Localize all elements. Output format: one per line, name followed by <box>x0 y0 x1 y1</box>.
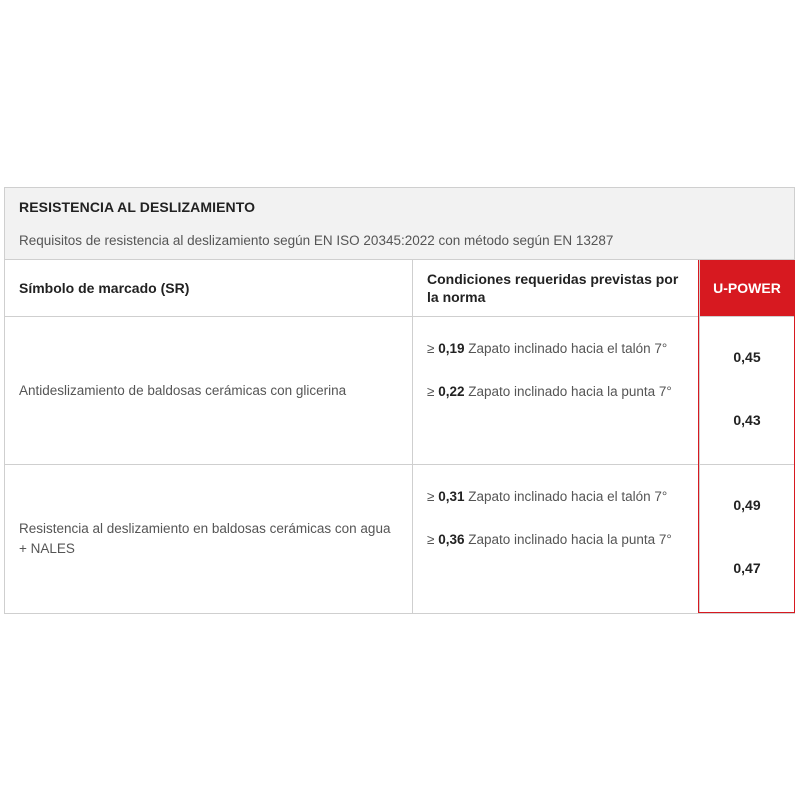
condition-toe <box>427 382 685 401</box>
condition-value: 0,36 <box>438 532 465 547</box>
condition-prefix: ≥ <box>427 341 435 356</box>
table-subtitle: Requisitos de resistencia al deslizamiento según EN ISO 20345:2022 con método según EN 13287 <box>19 233 614 248</box>
table-title: RESISTENCIA AL DESLIZAMIENTO <box>19 199 256 215</box>
condition-value: 0,22 <box>438 384 465 399</box>
result-value-heel: 0,49 <box>733 497 761 513</box>
condition-value: 0,31 <box>438 489 465 504</box>
condition-heel <box>427 339 685 358</box>
table-grid <box>5 260 794 613</box>
condition-text: Zapato inclinado hacia la punta 7° <box>468 384 672 399</box>
condition-toe <box>427 530 685 549</box>
condition-prefix: ≥ <box>427 384 435 399</box>
column-header-symbol: Símbolo de marcado (SR) <box>5 260 413 317</box>
row-results-water-nales <box>700 465 794 613</box>
condition-prefix: ≥ <box>427 532 435 547</box>
condition-prefix: ≥ <box>427 489 435 504</box>
row-label-glycerin: Antideslizamiento de baldosas cerámicas con glicerina <box>5 317 413 465</box>
result-value-toe: 0,47 <box>733 560 761 576</box>
slip-resistance-table <box>4 187 795 614</box>
result-value-heel: 0,45 <box>733 349 761 365</box>
condition-text: Zapato inclinado hacia el talón 7° <box>468 489 668 504</box>
condition-text: Zapato inclinado hacia la punta 7° <box>468 532 672 547</box>
column-header-conditions: Condiciones requeridas previstas por la norma <box>413 260 700 317</box>
result-value-toe: 0,43 <box>733 412 761 428</box>
table-header-box <box>5 188 794 260</box>
row-conditions-glycerin <box>413 317 700 465</box>
condition-text: Zapato inclinado hacia el talón 7° <box>468 341 668 356</box>
condition-value: 0,19 <box>438 341 465 356</box>
condition-heel <box>427 487 685 506</box>
row-conditions-water-nales <box>413 465 700 613</box>
row-results-glycerin <box>700 317 794 465</box>
column-header-brand: U-POWER <box>700 260 794 317</box>
row-label-water-nales: Resistencia al deslizamiento en baldosas cerámicas con agua + NALES <box>5 465 413 613</box>
